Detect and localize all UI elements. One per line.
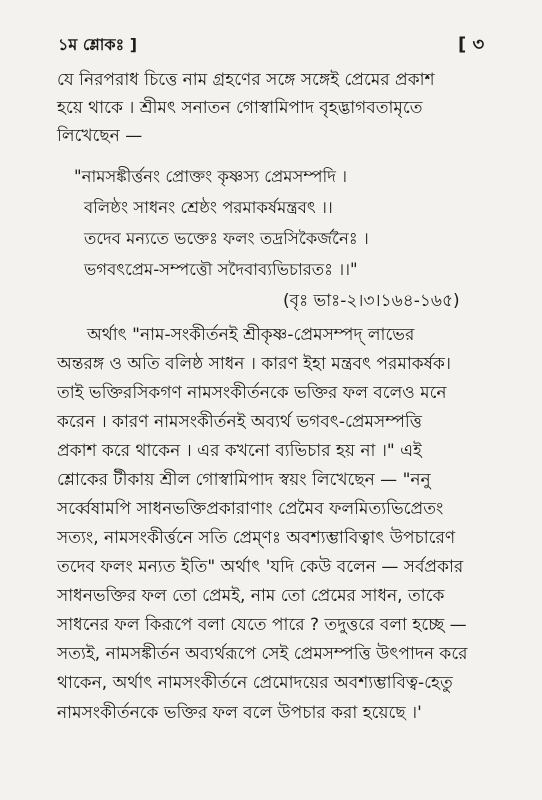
verse-line: ভগবৎপ্রেম-সম্পত্তৌ সদৈবাব্যভিচারতঃ ।।": [84, 260, 358, 279]
body-line: শ্লোকের টীকায় শ্রীল গোস্বামিপাদ স্বয়ং লিখেছেন — "ননু: [57, 470, 431, 490]
body-line: অন্তরঙ্গ ও অতি বলিষ্ঠ সাধন । কারণ ইহা মন্ত্রবৎ পরমাকর্ষক।: [57, 354, 451, 374]
verse-line: "নামসঙ্কীর্ত্তনং প্রোক্তং কৃষ্ণস্য প্রেমসম্পদি ।: [74, 167, 348, 186]
running-header-verse: ১ম শ্লোকঃ ]: [58, 35, 138, 54]
body-line: হয়ে থাকে । শ্রীমৎ সনাতন গোস্বামিপাদ বৃহদ্ভাগবতামৃতে: [57, 98, 423, 118]
body-line: প্রকাশ করে থাকেন । এর কখনো ব্যভিচার হয় না ।" এই: [57, 441, 422, 461]
body-line: থাকেন, অর্থাৎ নামসংকীর্তনে প্রেমোদয়ের অবশ্যম্ভাবিত্ব-হেতু: [57, 673, 453, 693]
body-line: নামসংকীর্তনকে ভক্তির ফল বলে উপচার করা হয়েছে ।': [57, 703, 422, 723]
body-line: সর্ব্বেষামপি সাধনভক্তিপ্রকারাণাং প্রেমৈব ফলমিত্যভিপ্রেতং: [57, 499, 444, 519]
page-number: [ ৩: [458, 34, 485, 55]
body-line: সাধনভক্তির ফল তো প্রেমই, নাম তো প্রেমের সাধন, তাকে: [57, 586, 445, 606]
body-line: তাই ভক্তিরসিকগণ নামসংকীর্তনকে ভক্তির ফল বলেও মনে: [57, 383, 447, 403]
verse-line: বলিষ্ঠং সাধনং শ্রেষ্ঠং পরমাকর্ষমন্ত্রবৎ ।।: [84, 198, 333, 217]
body-line: করেন । কারণ নামসংকীর্তনই অব্যর্থ ভগবৎ-প্রেমসম্পত্তি: [57, 412, 422, 432]
verse-line: তদেব মন্যতে ভক্তেঃ ফলং তদ্রসিকৈর্জনৈঃ ।: [84, 229, 369, 248]
body-line: সাধনের ফল কিরূপে বলা যেতে পারে ? তদুত্তরে বলা হচ্ছে —: [57, 615, 467, 635]
body-line: সত্যই, নামসঙ্কীর্তন অব্যর্থরূপে সেই প্রেমসম্পত্তি উৎপাদন করে: [57, 644, 468, 664]
body-line: সত্যং, নামসংকীর্ত্তনে সতি প্রেম্ণঃ অবশ্যম্ভাবিত্বাৎ উপচারেণ: [57, 528, 456, 548]
verse-reference: (বৃঃ ভাঃ-২।৩।১৬৪-১৬৫): [283, 291, 460, 311]
body-line: যে নিরপরাধ চিত্তে নাম গ্রহণের সঙ্গে সঙ্গেই প্রেমের প্রকাশ: [57, 70, 435, 90]
body-line: অর্থাৎ "নাম-সংকীর্তনই শ্রীকৃষ্ণ-প্রেমসম্পদ্ লাভের: [87, 325, 415, 345]
body-line: তদেব ফলং মন্যত ইতি" অর্থাৎ 'যদি কেউ বলেন — সর্বপ্রকার: [57, 557, 464, 577]
body-line: লিখেছেন —: [57, 126, 143, 146]
